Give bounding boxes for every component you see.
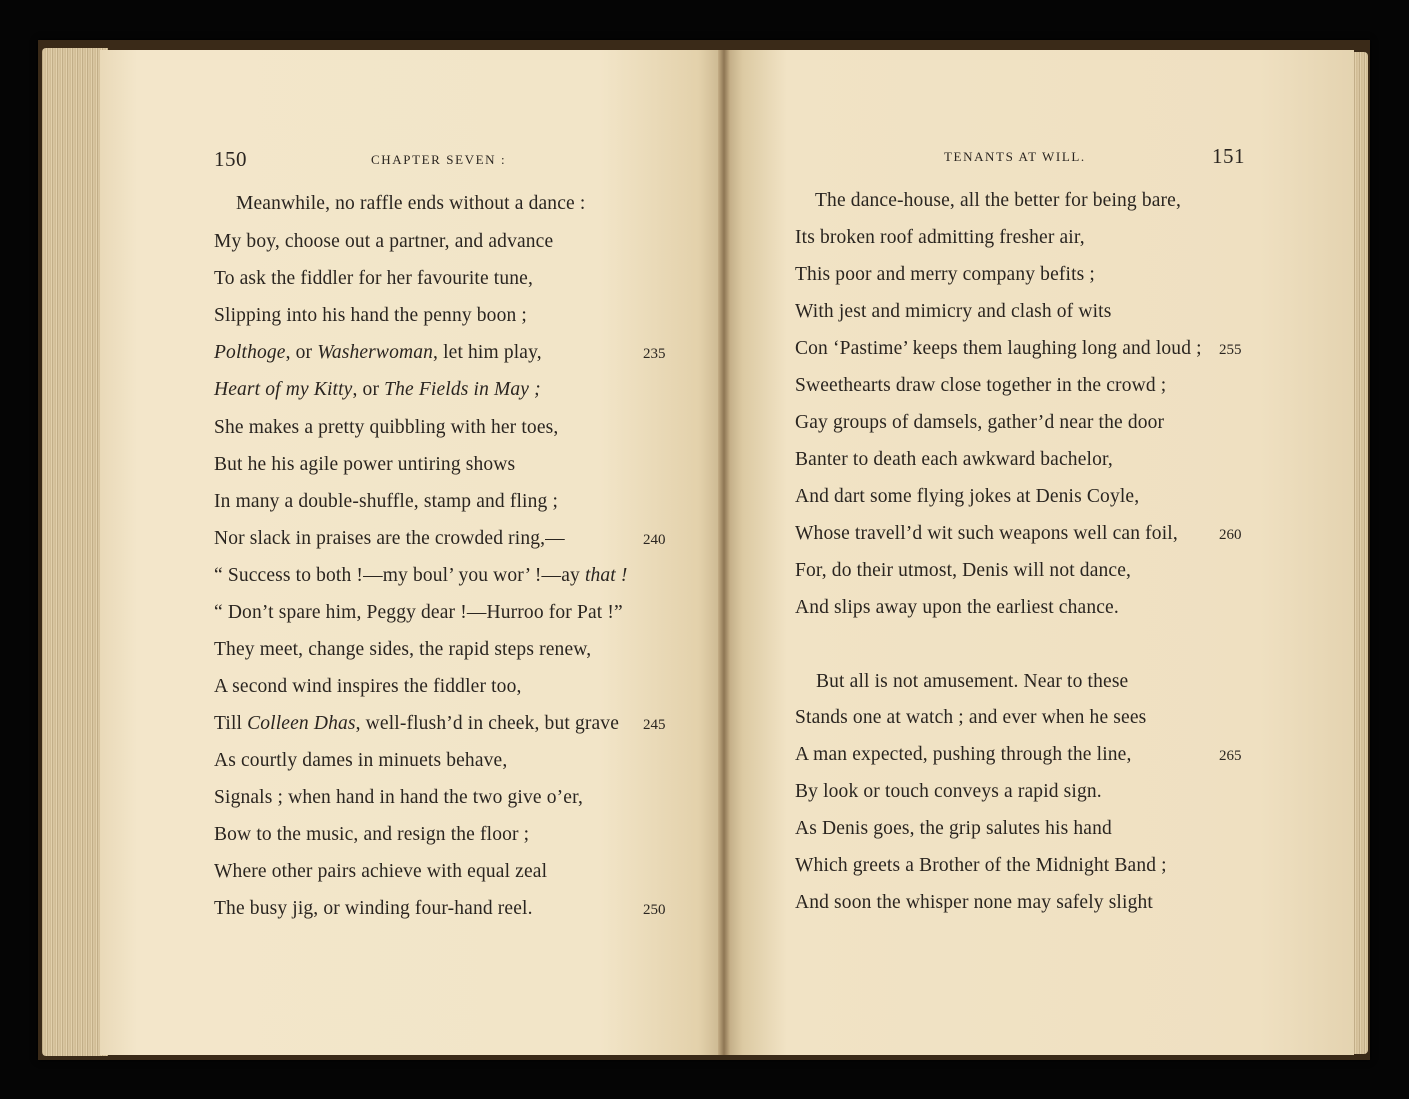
right-verse-line: By look or touch conveys a rapid sign. (795, 781, 1102, 802)
right-verse-line: And soon the whisper none may safely slight (795, 892, 1153, 913)
left-page-number: 150 (214, 147, 247, 171)
left-page-edges (42, 48, 108, 1056)
right-verse-line: Which greets a Brother of the Midnight Band ; (795, 855, 1167, 876)
right-verse-line: Its broken roof admitting fresher air, (795, 227, 1085, 248)
right-verse-line: Stands one at watch ; and ever when he sees (795, 707, 1147, 728)
right-verse-line: And dart some flying jokes at Denis Coyle, (795, 486, 1140, 507)
right-verse-line: A man expected, pushing through the line, (795, 744, 1132, 765)
left-line-number: 250 (643, 902, 666, 918)
left-running-head: CHAPTER SEVEN : (371, 152, 507, 167)
right-verse-line: Sweethearts draw close together in the crowd ; (795, 375, 1167, 396)
left-line-number: 240 (643, 532, 666, 548)
left-verse-line: Heart of my Kitty, or The Fields in May ; (214, 379, 541, 400)
left-verse-line: Meanwhile, no raffle ends without a dance : (236, 193, 586, 214)
right-verse-line: The dance-house, all the better for being bare, (815, 190, 1182, 211)
left-verse-line: But he his agile power untiring shows (214, 454, 516, 475)
left-verse-line: “ Success to both !—my boul’ you wor’ !—ay that ! (214, 565, 628, 586)
right-verse-line: As Denis goes, the grip salutes his hand (795, 818, 1112, 839)
left-verse-line: “ Don’t spare him, Peggy dear !—Hurroo for Pat !” (214, 602, 623, 623)
right-line-number: 260 (1219, 527, 1242, 543)
right-line-number: 255 (1219, 342, 1242, 358)
right-verse-line: Banter to death each awkward bachelor, (795, 449, 1113, 470)
left-verse-line: They meet, change sides, the rapid steps renew, (214, 639, 592, 660)
left-verse-line: Signals ; when hand in hand the two give o’er, (214, 787, 583, 808)
right-verse-line: Gay groups of damsels, gather’d near the door (795, 412, 1165, 433)
right-verse-line: Whose travell’d wit such weapons well can foil, (795, 523, 1178, 544)
right-running-head: TENANTS AT WILL. (944, 149, 1086, 164)
book-gutter (718, 50, 730, 1055)
right-line-number: 265 (1219, 748, 1242, 764)
left-verse-line: Bow to the music, and resign the floor ; (214, 824, 530, 845)
left-verse-line: Nor slack in praises are the crowded ring,— (214, 528, 565, 549)
right-verse-line: For, do their utmost, Denis will not dance, (795, 560, 1132, 581)
left-verse-line: A second wind inspires the fiddler too, (214, 676, 522, 697)
left-line-number: 235 (643, 346, 666, 362)
left-verse-line: In many a double-shuffle, stamp and fling ; (214, 491, 559, 512)
right-verse-line: With jest and mimicry and clash of wits (795, 301, 1112, 322)
left-verse-line: Where other pairs achieve with equal zeal (214, 861, 548, 882)
right-verse-line: And slips away upon the earliest chance. (795, 597, 1119, 618)
left-verse-line: As courtly dames in minuets behave, (214, 750, 508, 771)
left-verse-line: Polthoge, or Washerwoman, let him play, (214, 342, 542, 363)
right-verse-line: Con ‘Pastime’ keeps them laughing long and loud ; (795, 338, 1202, 359)
left-verse-line: My boy, choose out a partner, and advance (214, 231, 554, 252)
right-verse-line: But all is not amusement. Near to these (816, 671, 1129, 692)
left-line-number: 245 (643, 717, 666, 733)
left-verse-line: Slipping into his hand the penny boon ; (214, 305, 527, 326)
right-verse-line: This poor and merry company befits ; (795, 264, 1095, 285)
right-page-number: 151 (1212, 144, 1245, 168)
left-verse-line: Till Colleen Dhas, well-flush’d in cheek, but grave (214, 713, 619, 734)
left-verse-line: To ask the fiddler for her favourite tune, (214, 268, 533, 289)
left-verse-line: She makes a pretty quibbling with her toes, (214, 417, 559, 438)
left-verse-line: The busy jig, or winding four-hand reel. (214, 898, 533, 919)
